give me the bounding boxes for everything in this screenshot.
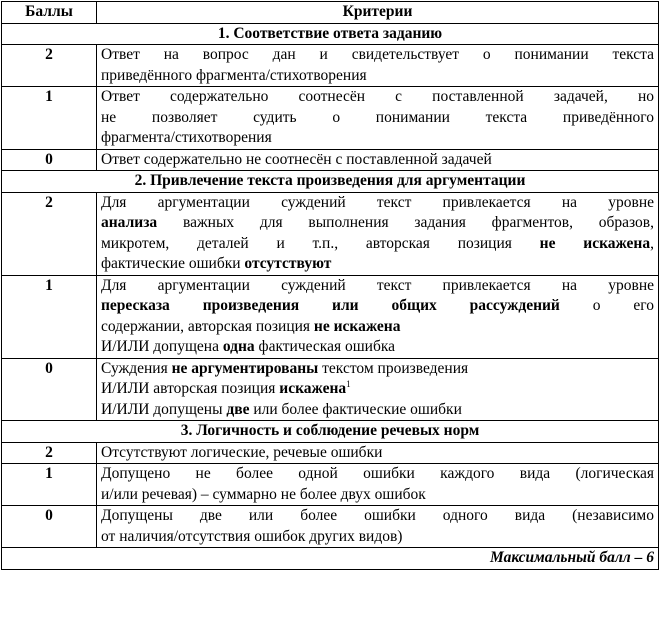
criteria-line: Для аргументации суждений текст привлекается на уровне [101,276,654,294]
criteria-text: или более фактические ошибки [249,400,462,418]
section-row [2,421,659,443]
criteria-cell [97,192,659,275]
score-cell: 0 [2,506,97,548]
table-row [2,87,659,150]
criteria-line: и/или речевая) – суммарно не более двух ошибок [101,485,426,503]
criteria-cell [97,442,659,464]
criteria-text: И/ИЛИ допущены [101,400,227,418]
criteria-cell [97,464,659,506]
criteria-line: Допущены две или более ошибки одного вида (независимо [101,507,654,524]
score-cell: 1 [2,464,97,506]
criteria-line [101,317,654,338]
criteria-line: не позволяет судить о понимании текста приведённого [101,108,654,126]
criteria-text: важных для выполнения задания фрагментов, образов, [157,214,654,231]
section-title: 2. Привлечение текста произведения для аргументации [2,171,659,193]
score-column-header: Баллы [2,2,97,24]
criteria-line: Отсутствуют логические, речевые ошибки [101,443,383,461]
criteria-cell [97,358,659,421]
score-cell: 1 [2,275,97,358]
criteria-text: фактические ошибки [101,255,245,272]
criteria-text: И/ИЛИ допущена [101,338,223,355]
criteria-line [101,213,654,234]
criteria-text: о его [559,297,654,314]
emphasis-text: отсутствуют [244,255,332,272]
criteria-cell [97,87,659,150]
score-cell: 0 [2,149,97,171]
criteria-line [101,337,654,358]
criteria-line [101,400,654,421]
criteria-line [101,254,654,275]
criteria-line: от наличия/отсутствия ошибок других видов) [101,527,403,545]
criteria-cell [97,275,659,358]
score-cell: 1 [2,87,97,150]
criteria-text: текстом произведения [318,359,469,377]
criteria-text: И/ИЛИ авторская позиция [101,380,280,397]
footer-row [2,548,659,570]
criteria-line [101,234,654,255]
criteria-line: Ответ содержательно соотнесён с поставленной задачей, но [101,88,654,105]
criteria-text: Суждения [101,359,172,377]
section-title: 3. Логичность и соблюдение речевых норм [2,421,659,443]
criteria-line: Ответ содержательно не соотнесён с поставленной задачей [101,150,492,168]
criteria-line: фрагмента/стихотворения [101,129,272,146]
emphasis-text: не искажена [539,234,651,252]
criteria-column-header: Критерии [97,2,659,24]
section-title: 1. Соответствие ответа заданию [2,23,659,45]
score-cell: 0 [2,358,97,421]
criteria-text: фактическая ошибка [254,338,396,355]
footnote-marker: 1 [346,378,351,389]
emphasis-text: пересказа произведения или общих рассуждений [101,297,560,314]
emphasis-text: не искажена [313,317,401,335]
table-row [2,506,659,548]
criteria-line [101,296,654,317]
criteria-line [101,379,654,400]
criteria-cell [97,149,659,171]
score-cell: 2 [2,192,97,275]
criteria-table [1,1,659,570]
criteria-line [101,359,654,380]
table-row [2,275,659,358]
header-row [2,2,659,24]
criteria-text: , [650,234,654,252]
score-cell: 2 [2,442,97,464]
max-score: Максимальный балл – 6 [2,548,659,570]
criteria-cell [97,506,659,548]
emphasis-text: искажена [279,380,347,397]
table-row [2,464,659,506]
table-row [2,149,659,171]
table-row [2,442,659,464]
criteria-line: приведённого фрагмента/стихотворения [101,66,367,84]
criteria-cell [97,45,659,87]
emphasis-text: не аргументированы [171,359,319,377]
table-row [2,358,659,421]
criteria-text: микротем, деталей и т.п., авторская позиция [101,234,540,252]
section-row [2,23,659,45]
criteria-text: содержании, авторская позиция [101,317,314,335]
emphasis-text: одна [222,338,255,355]
score-cell: 2 [2,45,97,87]
emphasis-text: анализа [101,214,158,231]
criteria-line: Ответ на вопрос дан и свидетельствует о понимании текста [101,46,654,63]
table-row [2,192,659,275]
section-row [2,171,659,193]
table-row [2,45,659,87]
emphasis-text: две [226,400,250,418]
criteria-line: Для аргументации суждений текст привлекается на уровне [101,193,654,211]
criteria-line: Допущено не более одной ошибки каждого вида (логическая [101,465,654,482]
